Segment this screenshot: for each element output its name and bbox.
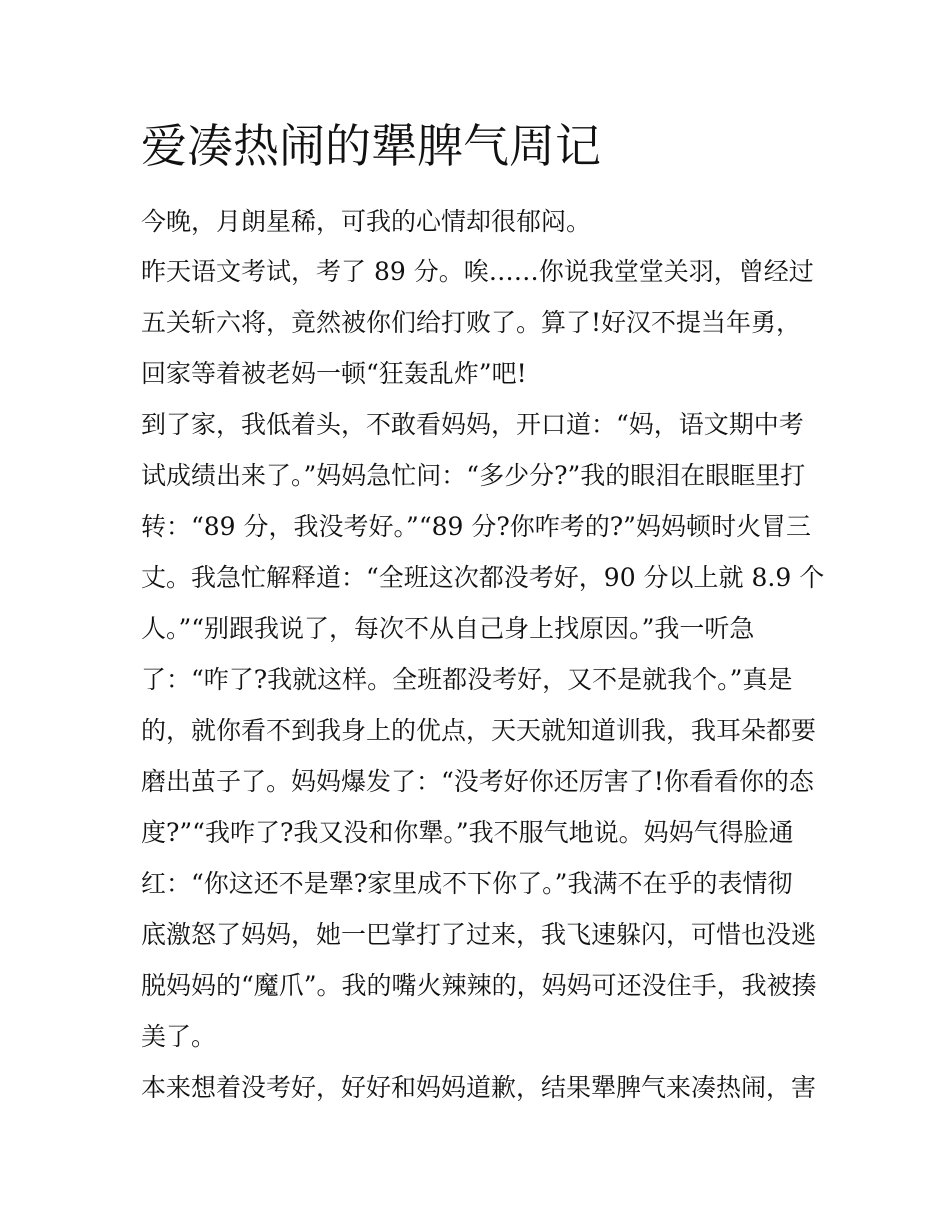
text-line: 脱妈妈的“魔爪”。我的嘴火辣辣的，妈妈可还没住手，我被揍	[141, 971, 817, 1000]
text-line: 本来想着没考好，好好和妈妈道歉，结果犟脾气来凑热闹，害	[141, 1073, 817, 1102]
document-title: 爱凑热闹的犟脾气周记	[141, 119, 601, 173]
text-line: 美了。	[141, 1022, 217, 1051]
text-line: 试成绩出来了。”妈妈急忙问：“多少分?”我的眼泪在眼眶里打	[141, 461, 806, 490]
text-line: 磨出茧子了。妈妈爆发了：“没考好你还厉害了!你看看你的态	[141, 767, 814, 796]
text-line: 五关斩六将，竟然被你们给打败了。算了!好汉不提当年勇，	[141, 308, 802, 337]
text-line: 的，就你看不到我身上的优点，天天就知道训我，我耳朵都要	[141, 716, 817, 745]
text-line: 到了家，我低着头，不敢看妈妈，开口道：“妈，语文期中考	[141, 410, 804, 439]
text-line: 人。”“别跟我说了，每次不从自己身上找原因。”我一听急	[141, 614, 755, 643]
text-line: 丈。我急忙解释道：“全班这次都没考好，90 分以上就 8.9 个	[141, 563, 825, 592]
text-line: 今晚，月朗星稀，可我的心情却很郁闷。	[141, 207, 592, 236]
text-line: 昨天语文考试，考了 89 分。唉……你说我堂堂关羽，曾经过	[141, 257, 814, 286]
text-line: 回家等着被老妈一顿“狂轰乱炸”吧!	[141, 359, 527, 388]
text-line: 转：“89 分，我没考好。”“89 分?你咋考的?”妈妈顿时火冒三	[141, 512, 811, 541]
text-line: 度?”“我咋了?我又没和你犟。”我不服气地说。妈妈气得脸通	[141, 818, 794, 847]
text-line: 红：“你这还不是犟?家里成不下你了。”我满不在乎的表情彻	[141, 869, 793, 898]
text-line: 了：“咋了?我就这样。全班都没考好，又不是就我个。”真是	[141, 665, 793, 694]
text-line: 底激怒了妈妈，她一巴掌打了过来，我飞速躲闪，可惜也没逃	[141, 920, 817, 949]
